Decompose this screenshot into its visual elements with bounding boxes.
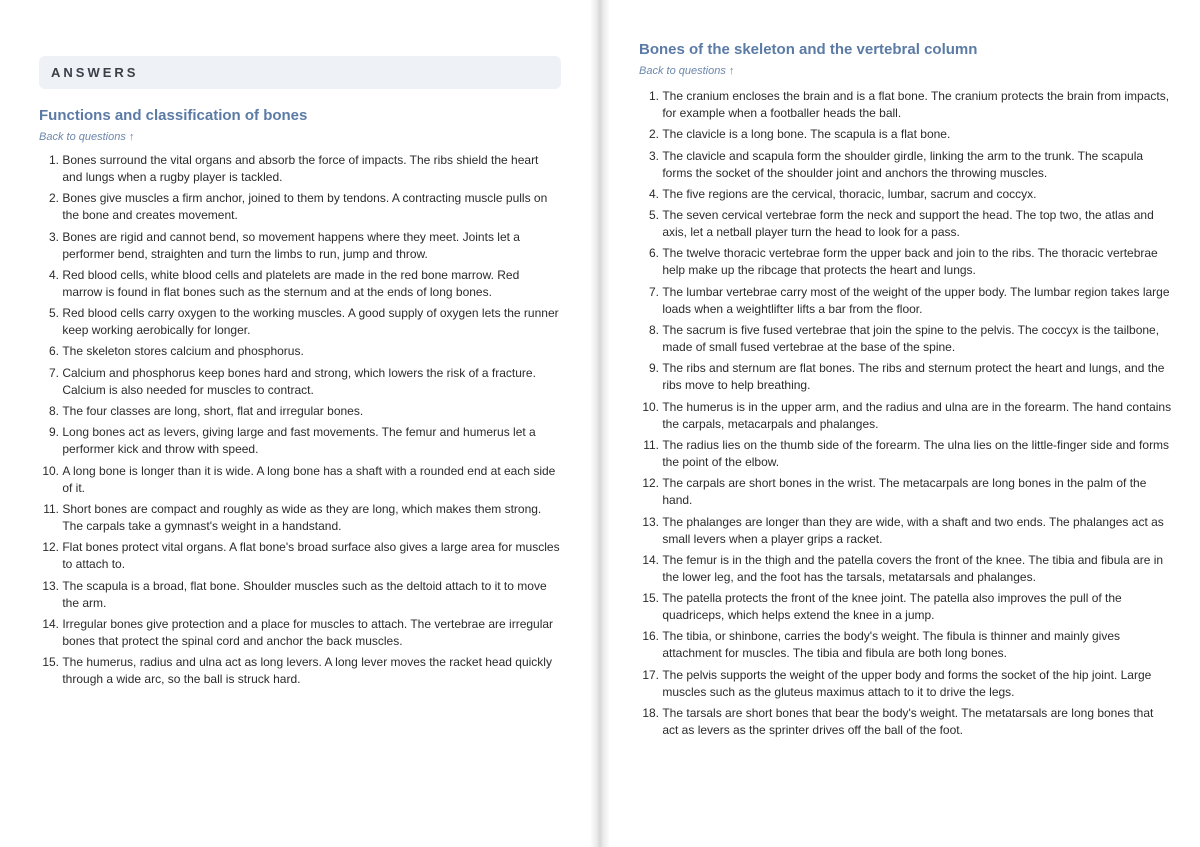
- answer-text: The cranium encloses the brain and is a flat bone. The cranium protects the brain from impacts, for example when a footballer heads the ball.: [662, 89, 1170, 120]
- answer-number: 5.: [648, 208, 659, 223]
- answer-item: [639, 245, 1172, 279]
- answer-text: Calcium and phosphorus keep bones hard and strong, which lowers the risk of a fracture. Calcium is also needed for muscles to contract.: [62, 365, 536, 397]
- answer-item: [39, 229, 561, 263]
- left-page: [0, 0, 590, 847]
- answer-number: 4.: [48, 267, 59, 282]
- answer-number: 2.: [48, 191, 59, 206]
- page-gutter: [590, 0, 610, 847]
- answer-number: 12.: [642, 476, 659, 491]
- answer-text: The radius lies on the thumb side of the forearm. The ulna lies on the little-finger side and forms the point of the elbow.: [662, 437, 1170, 469]
- answer-text: Irregular bones give protection and a place for muscles to attach. The vertebrae are irregular bones that protect the spinal cord and anchor the back muscles.: [62, 616, 554, 648]
- answer-text: Bones are rigid and cannot bend, so movement happens where they meet. Joints let a performer bend, straighten and turn the limbs to run, jump and throw.: [62, 229, 520, 261]
- answer-item: [39, 305, 561, 339]
- answer-number: 18.: [642, 706, 659, 721]
- answer-number: 7.: [48, 365, 59, 380]
- answer-item: [639, 628, 1172, 662]
- answer-number: 12.: [42, 540, 59, 555]
- section-title-functions: Functions and classification of bones: [39, 107, 308, 124]
- answer-text: The twelve thoracic vertebrae form the upper back and join to the ribs. The thoracic vertebrae help make up the ribcage that protects the heart and lungs.: [662, 246, 1158, 278]
- answer-item: [639, 207, 1172, 241]
- answer-number: 3.: [648, 148, 659, 163]
- answer-number: 10.: [42, 463, 59, 478]
- section-title-skeleton: Bones of the skeleton and the vertebral column: [639, 41, 978, 58]
- answer-text: The tarsals are short bones that bear the body's weight. The metatarsals are long bones that act as levers as the sprinter drives off the ball of the foot.: [662, 706, 1154, 738]
- answer-text: Red blood cells, white blood cells and platelets are made in the red bone marrow. Red marrow is found in flat bones such as the sternum and at the ends of long bones.: [62, 267, 520, 299]
- answer-text: The carpals are short bones in the wrist. The metacarpals are long bones in the palm of the hand.: [662, 476, 1147, 508]
- answer-number: 6.: [648, 246, 659, 261]
- answer-number: 15.: [42, 655, 59, 670]
- answer-text: The skeleton stores calcium and phosphorus.: [62, 344, 304, 359]
- answer-text: Red blood cells carry oxygen to the working muscles. A good supply of oxygen lets the runner keep working aerobically for longer.: [62, 306, 559, 338]
- answer-number: 9.: [648, 361, 659, 376]
- answer-text: Bones give muscles a firm anchor, joined to them by tendons. A contracting muscle pulls on the bone and creates movement.: [62, 191, 548, 223]
- answer-text: The four classes are long, short, flat and irregular bones.: [62, 404, 364, 419]
- answer-number: 13.: [42, 578, 59, 593]
- answer-text: Short bones are compact and roughly as wide as they are long, which makes them strong. The carpals take a gymnast's weight in a handstand.: [62, 501, 542, 533]
- answer-text: The ribs and sternum are flat bones. The ribs and sternum protect the heart and lungs, and the ribs move to help breathing.: [662, 361, 1165, 393]
- answer-item: [39, 403, 561, 420]
- answer-item: [39, 343, 561, 360]
- answer-item: [639, 590, 1172, 624]
- answer-item: [639, 88, 1172, 122]
- answer-number: 13.: [642, 514, 659, 529]
- answer-text: The clavicle is a long bone. The scapula is a flat bone.: [662, 127, 951, 142]
- answer-text: The lumbar vertebrae carry most of the weight of the upper body. The lumbar region takes large loads when a weightlifter lifts a bar from the floor.: [662, 284, 1170, 316]
- answer-number: 14.: [642, 552, 659, 567]
- answer-number: 6.: [48, 344, 59, 359]
- answer-text: The pelvis supports the weight of the upper body and forms the socket of the hip joint. Large muscles such as the gluteus maximus attach to it to drive the legs.: [662, 667, 1152, 699]
- answer-number: 11.: [43, 501, 59, 516]
- right-page: [610, 0, 1200, 847]
- answer-item: [39, 578, 561, 612]
- answer-item: [39, 616, 561, 650]
- answer-item: [639, 126, 1172, 143]
- answer-item: [639, 437, 1172, 471]
- answer-number: 9.: [48, 425, 59, 440]
- answer-number: 17.: [642, 667, 659, 682]
- answer-number: 1.: [48, 153, 59, 167]
- answer-number: 8.: [648, 323, 659, 338]
- answer-item: [39, 190, 561, 224]
- answer-item: [639, 705, 1172, 739]
- answer-text: The humerus, radius and ulna act as long levers. A long lever moves the racket head quickly through a wide arc, so the ball is struck hard.: [62, 655, 552, 687]
- answer-text: The femur is in the thigh and the patella covers the front of the knee. The tibia and fibula are in the lower leg, and the foot has the tarsals, metatarsals and phalanges.: [662, 552, 1164, 584]
- answer-text: The clavicle and scapula form the shoulder girdle, linking the arm to the trunk. The scapula forms the socket of the shoulder joint and anchors the throwing muscles.: [662, 148, 1144, 180]
- answer-number: 15.: [642, 591, 659, 606]
- answer-list-skeleton: [639, 88, 1172, 739]
- answer-item: [39, 539, 561, 573]
- answer-text: The seven cervical vertebrae form the neck and support the head. The top two, the atlas and axis, let a netball player turn the head to look for a pass.: [662, 208, 1154, 240]
- answer-text: The tibia, or shinbone, carries the body's weight. The fibula is thinner and mainly gives attachment for muscles. The tibia and fibula are both long bones.: [662, 629, 1120, 661]
- answer-number: 5.: [48, 306, 59, 321]
- answer-item: [639, 360, 1172, 394]
- answer-item: [639, 399, 1172, 433]
- answer-text: Bones surround the vital organs and absorb the force of impacts. The ribs shield the heart and lungs when a rugby player is tackled.: [62, 153, 539, 184]
- answer-number: 4.: [648, 186, 659, 201]
- answers-header: [39, 56, 561, 89]
- answer-item: [639, 667, 1172, 701]
- answer-item: [639, 322, 1172, 356]
- answer-number: 3.: [48, 229, 59, 244]
- answer-item: [39, 501, 561, 535]
- answer-number: 7.: [648, 284, 659, 299]
- answer-text: Long bones act as levers, giving large and fast movements. The femur and humerus let a performer kick and throw with speed.: [62, 425, 536, 457]
- back-to-questions-link[interactable]: Back to questions ↑: [639, 65, 735, 77]
- answer-number: 2.: [648, 127, 659, 142]
- answer-item: [39, 424, 561, 458]
- answer-number: 8.: [48, 404, 59, 419]
- answer-item: [639, 284, 1172, 318]
- answer-text: The scapula is a broad, flat bone. Shoulder muscles such as the deltoid attach to it to move the arm.: [62, 578, 547, 610]
- answer-number: 10.: [642, 399, 659, 414]
- answer-item: [39, 267, 561, 301]
- answer-text: The humerus is in the upper arm, and the radius and ulna are in the forearm. The hand contains the carpals, metacarpals and phalanges.: [662, 399, 1172, 431]
- answer-text: A long bone is longer than it is wide. A long bone has a shaft with a rounded end at each side of it.: [62, 463, 556, 495]
- answer-number: 16.: [642, 629, 659, 644]
- answer-item: [639, 148, 1172, 182]
- answer-item: [639, 475, 1172, 509]
- answer-number: 11.: [643, 437, 659, 452]
- answer-number: 1.: [648, 89, 659, 103]
- answer-text: The patella protects the front of the knee joint. The patella also improves the pull of the quadriceps, which helps extend the knee in a jump.: [662, 591, 1122, 623]
- answer-item: [639, 186, 1172, 203]
- answer-text: The sacrum is five fused vertebrae that join the spine to the pelvis. The coccyx is the tailbone, made of small fused vertebrae at the base of the spine.: [662, 323, 1160, 355]
- answer-item: [639, 514, 1172, 548]
- answer-text: The phalanges are longer than they are wide, with a shaft and two ends. The phalanges act as small levers when a player grips a racket.: [662, 514, 1164, 546]
- answer-item: [39, 463, 561, 497]
- back-to-questions-link[interactable]: Back to questions ↑: [39, 131, 135, 143]
- answer-text: The five regions are the cervical, thoracic, lumbar, sacrum and coccyx.: [662, 186, 1037, 201]
- answer-number: 14.: [42, 616, 59, 631]
- answer-item: [639, 552, 1172, 586]
- answer-item: [39, 152, 561, 186]
- answer-item: [39, 365, 561, 399]
- answer-item: [39, 654, 561, 688]
- answer-text: Flat bones protect vital organs. A flat bone's broad surface also gives a large area for muscles to attach to.: [62, 540, 560, 572]
- answer-list-functions: [39, 152, 561, 688]
- answers-header-label: ANSWERS: [51, 65, 139, 80]
